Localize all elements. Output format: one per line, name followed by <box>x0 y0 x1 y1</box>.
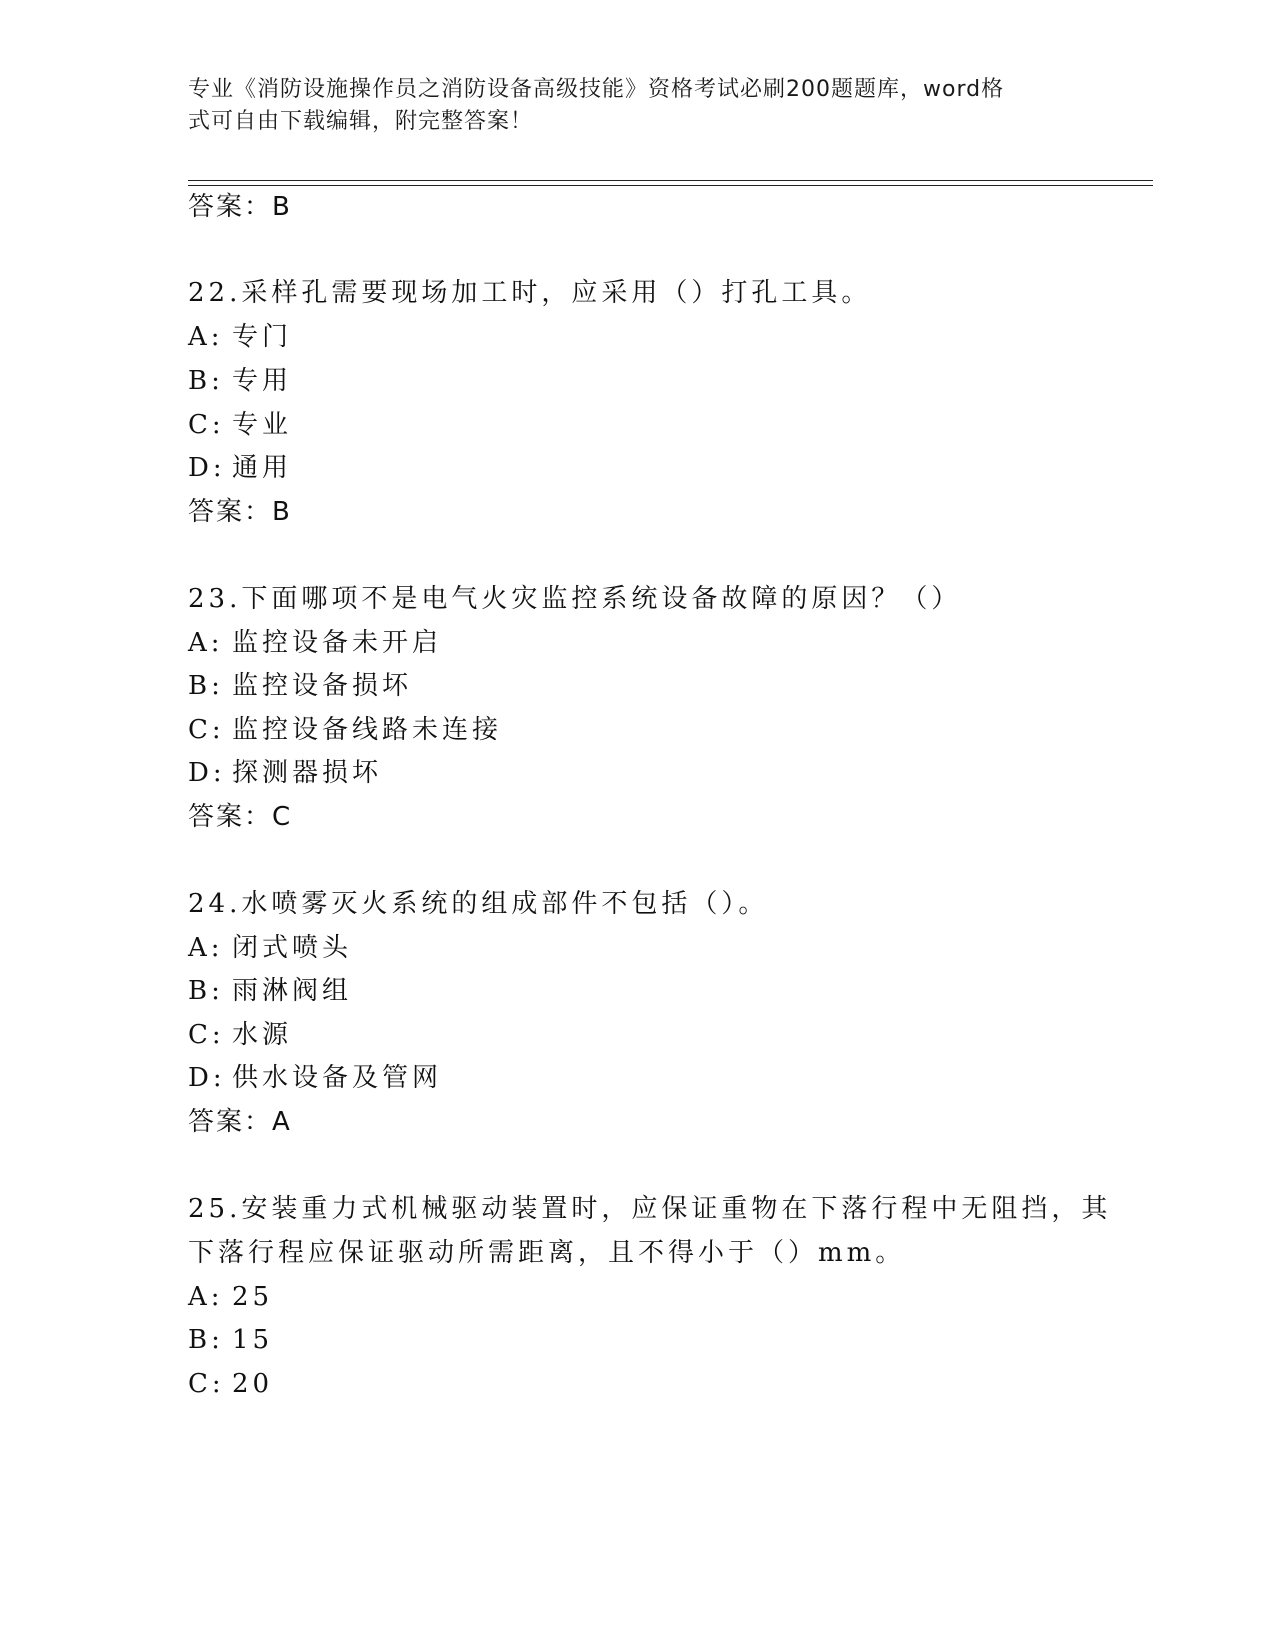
option-text: 闭式喷头 <box>232 933 353 963</box>
question-23-answer: 答案：C <box>188 802 293 832</box>
question-25-stem-line-1: 25.安装重力式机械驱动装置时，应保证重物在下落行程中无阻挡，其 <box>188 1194 1112 1224</box>
option-key: C: <box>188 1369 225 1399</box>
option-text: 水源 <box>232 1020 293 1050</box>
option-text: 供水设备及管网 <box>232 1063 443 1093</box>
option-key: D: <box>188 453 226 483</box>
question-23-option-d <box>188 756 382 790</box>
option-text: 通用 <box>232 453 293 483</box>
question-22-option-a <box>188 320 292 354</box>
option-key: B: <box>188 1325 224 1355</box>
question-24-option-c <box>188 1018 292 1052</box>
question-22-answer: 答案：B <box>188 497 292 527</box>
option-key: C: <box>188 715 225 745</box>
option-text: 雨淋阀组 <box>232 976 353 1006</box>
header-line-2: 式可自由下载编辑，附完整答案！ <box>188 109 534 134</box>
option-key: D: <box>188 1063 226 1093</box>
option-text: 20 <box>232 1369 274 1399</box>
option-text: 25 <box>232 1282 274 1312</box>
question-24-option-b <box>188 974 352 1008</box>
option-text: 监控设备线路未连接 <box>232 715 503 745</box>
option-key: B: <box>188 671 224 701</box>
question-23-option-c <box>188 713 502 747</box>
question-22-option-c <box>188 408 292 442</box>
option-text: 监控设备未开启 <box>232 628 443 658</box>
question-25-option-a <box>188 1280 273 1314</box>
option-key: C: <box>188 410 225 440</box>
header-line-1: 专业《消防设施操作员之消防设备高级技能》资格考试必刷200题题库，word格 <box>188 77 1005 102</box>
document-header <box>188 74 1088 138</box>
question-22-stem: 22.采样孔需要现场加工时，应采用（）打孔工具。 <box>188 278 872 308</box>
question-25-stem-line-2: 下落行程应保证驱动所需距离，且不得小于（）mm。 <box>188 1238 906 1268</box>
option-key: A: <box>188 933 224 963</box>
header-divider-top <box>188 180 1153 181</box>
option-text: 探测器损坏 <box>232 758 383 788</box>
header-divider-bottom <box>188 185 1153 186</box>
question-25-option-b <box>188 1323 273 1357</box>
option-key: A: <box>188 628 224 658</box>
question-23-stem: 23.下面哪项不是电气火灾监控系统设备故障的原因？（） <box>188 584 962 614</box>
option-key: B: <box>188 366 224 396</box>
option-key: C: <box>188 1020 225 1050</box>
option-key: A: <box>188 1282 224 1312</box>
option-key: B: <box>188 976 224 1006</box>
question-22-option-b <box>188 364 292 398</box>
option-text: 15 <box>232 1325 274 1355</box>
question-23-option-b <box>188 669 412 703</box>
question-24-stem: 24.水喷雾灭火系统的组成部件不包括（）。 <box>188 889 769 919</box>
option-text: 专门 <box>232 322 293 352</box>
question-23-option-a <box>188 626 442 660</box>
question-24-answer: 答案：A <box>188 1107 292 1137</box>
question-24-option-d <box>188 1061 442 1095</box>
question-24-option-a <box>188 931 352 965</box>
option-text: 监控设备损坏 <box>232 671 413 701</box>
previous-answer: 答案：B <box>188 192 292 222</box>
option-key: A: <box>188 322 224 352</box>
question-25-option-c <box>188 1367 273 1401</box>
question-22-option-d <box>188 451 292 485</box>
option-key: D: <box>188 758 226 788</box>
option-text: 专用 <box>232 366 293 396</box>
option-text: 专业 <box>232 410 293 440</box>
